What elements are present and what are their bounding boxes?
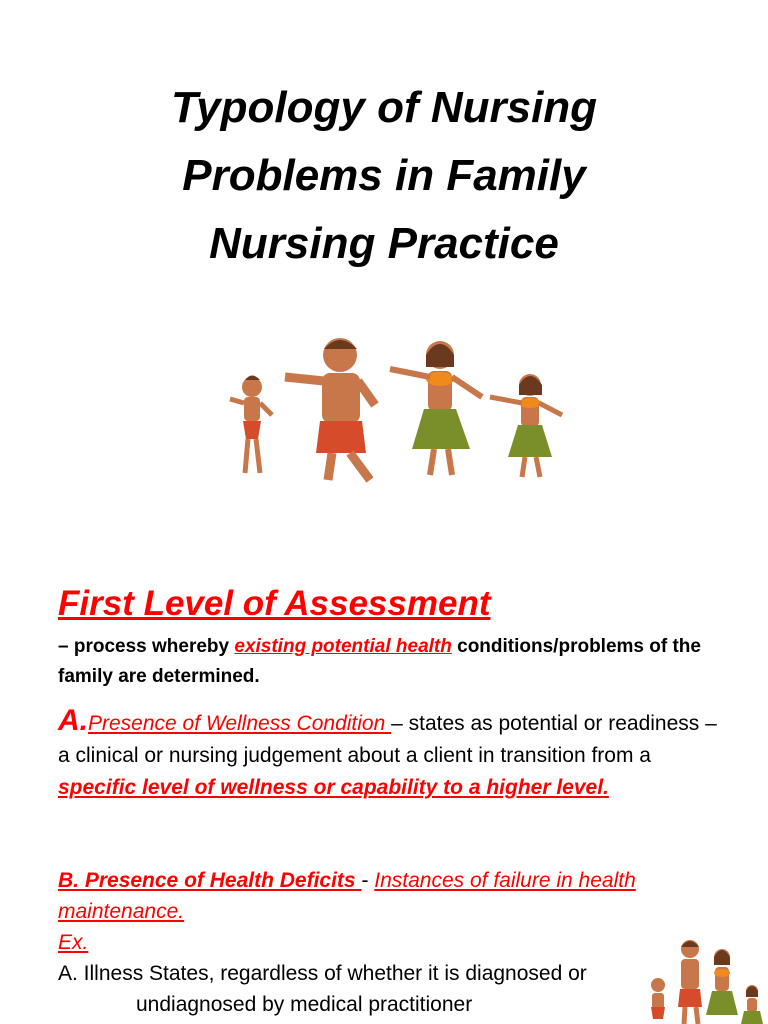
child-figure-left [230, 376, 272, 474]
item-a-letter: A. [58, 704, 88, 737]
item-a-paragraph [58, 705, 718, 804]
page-title [0, 74, 768, 278]
item-b-dash: - [361, 869, 375, 892]
section-intro [58, 632, 718, 692]
family-clipart-small-image [640, 935, 768, 1024]
item-b-paragraph [58, 865, 718, 1020]
item-a-emphasis: specific level of wellness or capability to a higher level. [58, 776, 609, 799]
small-father-figure [678, 940, 702, 1024]
title-line-1: Typology of Nursing [170, 83, 598, 132]
example-label: Ex. [58, 931, 89, 954]
item-a-text: – states as potential or readiness – a clinical or nursing judgement about a client in transition from a [58, 712, 717, 767]
intro-prefix: – process whereby [58, 636, 235, 657]
mother-figure [390, 341, 482, 475]
illness-line-2: undiagnosed by medical practitioner [136, 993, 473, 1016]
small-daughter-figure [741, 985, 763, 1024]
intro-suffix: conditions/problems of the family are determined. [58, 636, 701, 687]
daughter-figure [490, 374, 562, 477]
item-b-heading: B. Presence of Health Deficits [58, 869, 362, 892]
small-child-figure [651, 978, 665, 1019]
section-heading: First Level of Assessment [58, 584, 491, 623]
father-figure [285, 338, 375, 480]
intro-emphasis: existing potential health [234, 636, 452, 657]
illness-line-1: A. Illness States, regardless of whether it is diagnosed or [58, 962, 587, 985]
small-mother-figure [706, 949, 738, 1015]
item-b-definition: Instances of failure in health maintenance. [58, 869, 636, 923]
title-line-2: Problems in Family [182, 151, 586, 200]
title-line-3: Nursing Practice [209, 219, 559, 268]
item-a-heading: Presence of Wellness Condition [88, 712, 392, 735]
family-clipart-image [190, 325, 575, 485]
